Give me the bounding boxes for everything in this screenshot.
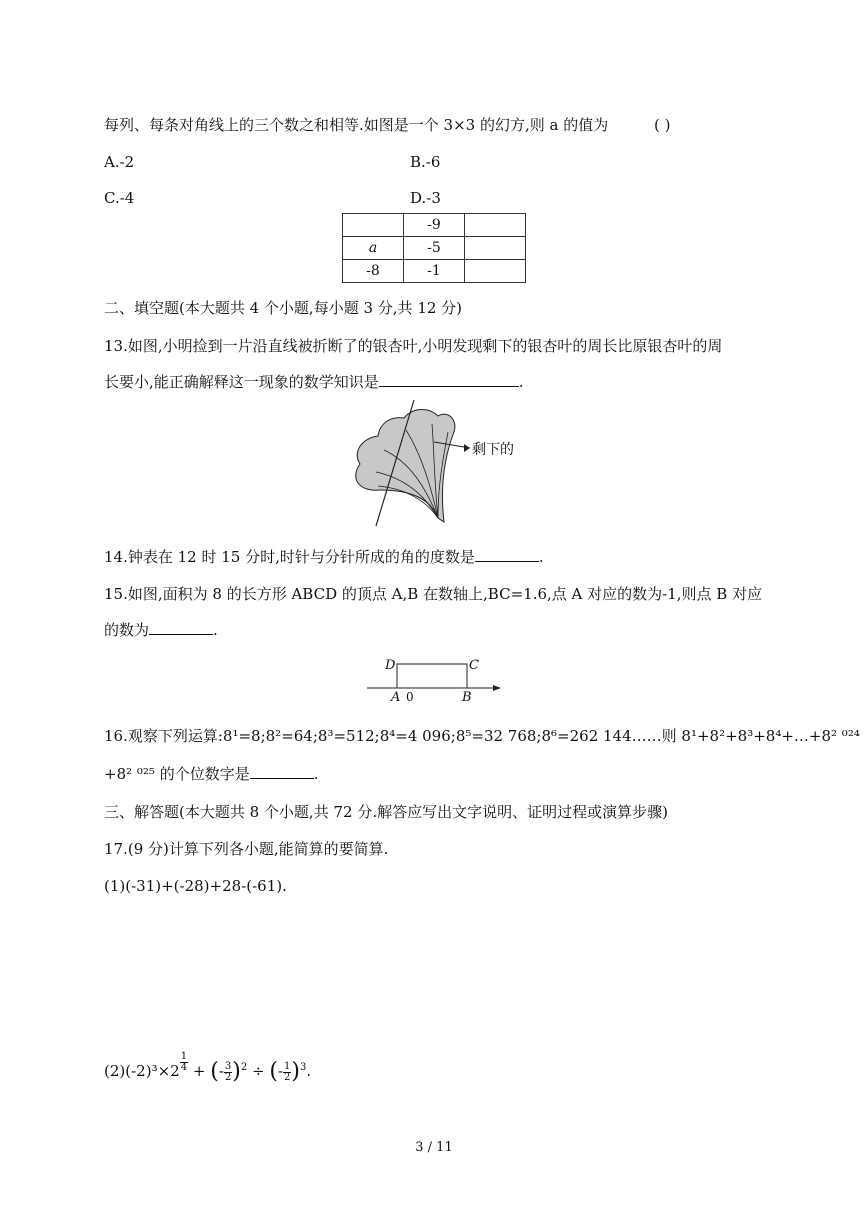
frac-den: 2	[284, 1071, 291, 1083]
q14-period: .	[538, 548, 544, 566]
section-3-title: 三、解答题(本大题共 8 个小题,共 72 分.解答应写出文字说明、证明过程或演算步骤)	[104, 803, 668, 821]
label-d: D	[385, 658, 396, 673]
answer-blank[interactable]	[379, 372, 519, 387]
answer-blank[interactable]	[149, 620, 213, 635]
leaf-shape	[356, 410, 455, 523]
q17-title: 17.(9 分)计算下列各小题,能简算的要简算.	[104, 840, 389, 858]
grid-cell: -5	[404, 237, 465, 260]
label-zero: 0	[406, 690, 414, 704]
label-a: A	[391, 690, 401, 705]
q13-period: .	[518, 373, 524, 391]
fraction-1-4	[180, 1052, 188, 1073]
q15-line1: 15.如图,面积为 8 的长方形 ABCD 的顶点 A,B 在数轴上,BC=1.6,点 A 对应的数为-1,则点 B 对应	[104, 585, 763, 603]
q13-line1: 13.如图,小明捡到一片沿直线被折断了的银杏叶,小明发现剩下的银杏叶的周长比原银杏叶的周	[104, 337, 723, 355]
q17-part1: (1)(-31)+(-28)+28-(-61).	[104, 877, 287, 895]
frac-den: 2	[224, 1071, 232, 1083]
q12-option-a: A.-2	[104, 153, 135, 171]
q12-answer-paren: ( )	[654, 116, 671, 134]
left-paren: (	[269, 1059, 278, 1084]
q16-line1: 16.观察下列运算:8¹=8;8²=64;8³=512;8⁴=4 096;8⁵=32 768;8⁶=262 144……则 8¹+8²+8³+8⁴+…+8² ⁰²⁴	[104, 727, 860, 745]
table-row	[343, 237, 526, 260]
number-line-figure	[365, 652, 505, 706]
exponent-3: 3	[300, 1062, 307, 1073]
minus-sign: -	[218, 1062, 224, 1080]
grid-cell	[465, 214, 526, 237]
q12-option-b: B.-6	[410, 153, 441, 171]
grid-cell	[343, 214, 404, 237]
expr-end: .	[306, 1062, 312, 1080]
rectangle-abcd	[397, 664, 467, 688]
frac-num: 3	[224, 1060, 232, 1072]
frac-den: 4	[180, 1062, 188, 1073]
q12-stem-text: 每列、每条对角线上的三个数之和相等.如图是一个 3×3 的幻方,则 a 的值为	[104, 116, 609, 134]
q16-line2	[104, 764, 318, 784]
expr-prefix: (2)(-2)³×2	[104, 1062, 180, 1080]
grid-cell	[465, 237, 526, 260]
left-paren: (	[210, 1059, 219, 1084]
table-row	[343, 260, 526, 283]
answer-blank[interactable]	[475, 547, 539, 562]
q12-option-d: D.-3	[410, 189, 441, 207]
frac-num: 1	[284, 1060, 291, 1072]
q13-text: 长要小,能正确解释这一现象的数学知识是	[104, 373, 379, 391]
divide-sign: ÷	[252, 1062, 265, 1080]
answer-blank[interactable]	[250, 764, 314, 779]
q12-stem	[104, 115, 608, 135]
label-b: B	[462, 690, 472, 705]
q14-text: 14.钟表在 12 时 15 分时,时针与分针所成的角的度数是	[104, 548, 475, 566]
grid-cell-a: a	[343, 237, 404, 260]
right-paren: )	[291, 1059, 301, 1084]
q15-text: 的数为	[104, 621, 150, 639]
section-2-title: 二、填空题(本大题共 4 个小题,每小题 3 分,共 12 分)	[104, 299, 463, 317]
label-c: C	[469, 658, 479, 673]
ginkgo-leaf-figure	[340, 398, 540, 530]
grid-cell: -9	[404, 214, 465, 237]
grid-cell: -1	[404, 260, 465, 283]
q15-line2	[104, 620, 218, 640]
q15-period: .	[213, 621, 218, 639]
grid-cell: -8	[343, 260, 404, 283]
fraction-3-2	[224, 1062, 232, 1083]
right-paren: )	[232, 1059, 241, 1084]
q12-option-c: C.-4	[104, 189, 135, 207]
frac-num: 1	[180, 1051, 188, 1062]
magic-square-table	[342, 213, 526, 283]
minus-sign: -	[277, 1062, 284, 1080]
q14-line	[104, 547, 544, 567]
table-row	[343, 214, 526, 237]
q13-line2	[104, 372, 524, 392]
q16-period: .	[313, 765, 319, 783]
q16-text: +8² ⁰²⁵ 的个位数字是	[104, 765, 250, 783]
grid-cell	[465, 260, 526, 283]
plus-sign: +	[192, 1062, 206, 1080]
page-number: 3 / 11	[415, 1140, 453, 1155]
exponent-2: 2	[240, 1062, 248, 1073]
q17-part2-expression	[104, 1052, 311, 1087]
figure-label: 剩下的	[472, 442, 514, 458]
